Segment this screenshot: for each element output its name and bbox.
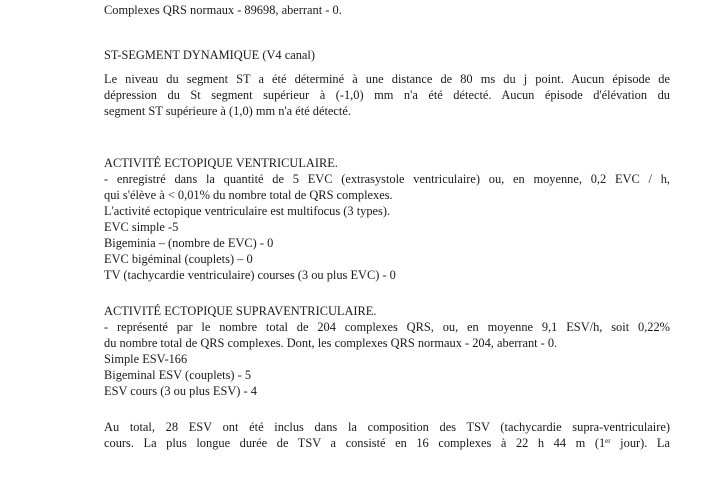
supraventricular-item: Simple ESV-166 (104, 352, 188, 366)
st-paragraph-line: segment ST supérieure à (1,0) mm n'a été détecté. (104, 104, 351, 118)
st-paragraph-line: Le niveau du segment ST a été déterminé à une distance de 80 ms du j point. Aucun épisode de (104, 72, 670, 86)
ventricular-item: TV (tachycardie ventriculaire) courses (3 ou plus EVC) - 0 (104, 268, 396, 282)
supraventricular-desc-line: - représenté par le nombre total de 204 complexes QRS, ou, en moyenne 9,1 ESV/h, soit 0,22% (104, 320, 670, 334)
st-section-heading: ST-SEGMENT DYNAMIQUE (V4 canal) (104, 48, 315, 62)
ventricular-desc-line: - enregistré dans la quantité de 5 EVC (extrasystole ventriculaire) ou, en moyenne, 0,2 EVC / h, (104, 172, 670, 186)
supraventricular-item: ESV cours (3 ou plus ESV) - 4 (104, 384, 257, 398)
ventricular-item: EVC bigéminal (couplets) – 0 (104, 252, 253, 266)
ordinal-superscript: er (605, 437, 611, 445)
conclusion-line (104, 435, 670, 451)
conclusion-text: cours. La plus longue durée de TSV a consisté en 16 complexes à 22 h 44 m (1 (104, 436, 606, 450)
supraventricular-heading: ACTIVITÉ ECTOPIQUE SUPRAVENTRICULAIRE. (104, 304, 377, 318)
supraventricular-item: Bigeminal ESV (couplets) - 5 (104, 368, 252, 382)
qrs-summary-line: Complexes QRS normaux - 89698, aberrant - 0. (104, 3, 342, 17)
st-paragraph-line: dépression du St segment supérieur à (-1,0) mm n'a été détecté. Aucun épisode d'élévation du (104, 88, 670, 102)
conclusion-text: jour). La (610, 436, 670, 450)
ventricular-desc-line: qui s'élève à < 0,01% du nombre total de QRS complexes. (104, 188, 393, 202)
conclusion-line: Au total, 28 ESV ont été inclus dans la composition des TSV (tachycardie supra-ventriculaire) (104, 420, 670, 434)
report-page (104, 0, 670, 451)
ventricular-item: L'activité ectopique ventriculaire est multifocus (3 types). (104, 204, 391, 218)
ventricular-heading: ACTIVITÉ ECTOPIQUE VENTRICULAIRE. (104, 156, 338, 170)
ventricular-item: EVC simple -5 (104, 220, 179, 234)
supraventricular-desc-line: du nombre total de QRS complexes. Dont, les complexes QRS normaux - 204, aberrant - 0. (104, 336, 558, 350)
ventricular-item: Bigeminia – (nombre de EVC) - 0 (104, 236, 274, 250)
